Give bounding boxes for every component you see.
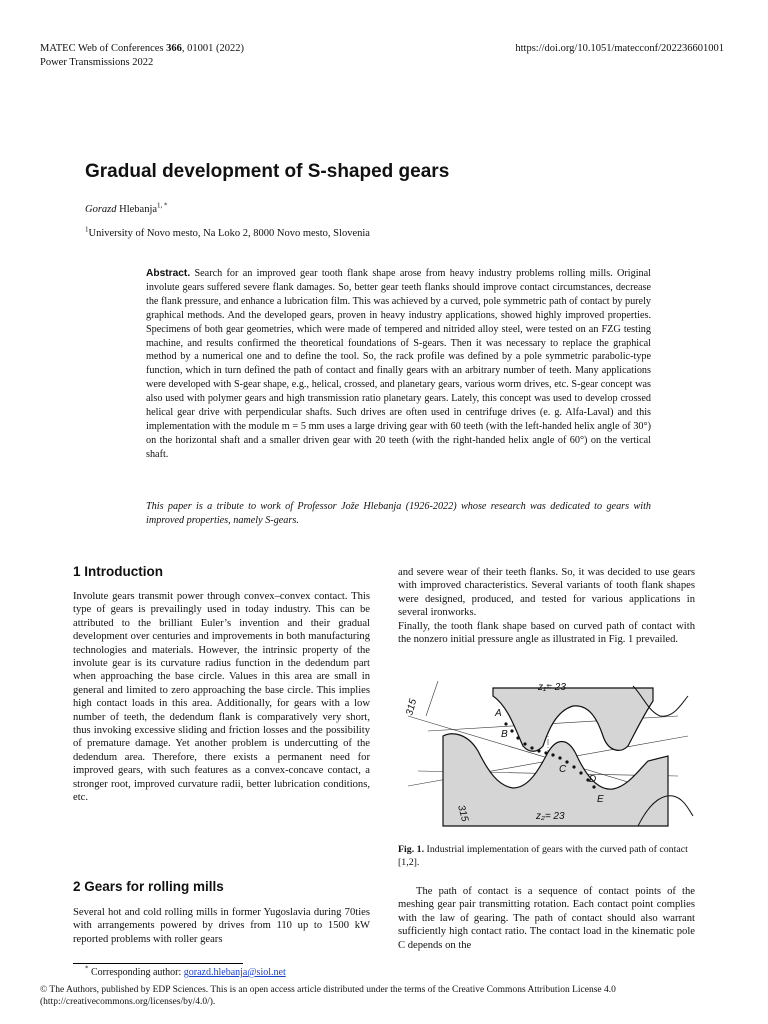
- footnote-rule: [73, 963, 243, 964]
- dimension-line-top: [426, 681, 438, 716]
- license-line-1: © The Authors, published by EDP Sciences. This is an open access article distributed under the terms of the Creative Commons Attribution License 4.0: [40, 985, 616, 995]
- corresponding-author-email[interactable]: gorazd.hlebanja@siol.net: [183, 967, 286, 978]
- section-heading-rolling-mills: 2 Gears for rolling mills: [73, 879, 224, 894]
- tribute-note: This paper is a tribute to work of Professor Jože Hlebanja (1926-2022) whose research was dedicated to gears with improved properties, namely S-gears.: [146, 501, 651, 526]
- license-footer: [40, 984, 730, 1008]
- running-header-conference: Power Transmissions 2022: [40, 57, 154, 68]
- gear-mesh-drawing: [398, 676, 695, 834]
- point-c-label: C: [559, 764, 567, 775]
- section-heading-introduction: 1 Introduction: [73, 564, 163, 579]
- abstract-text: Search for an improved gear tooth flank shape arose from heavy industry problems rolling mills. Original involute gears suffered severe flank damages. So, better gear teeth flanks should improve contact circumstances, decrease the flank pressure, and enhance a lubrication film. This was achieved by a curved, pole symmetric path of contact by purely graphical methods. And the developed gears, proven in heavy industry applications, showed highly improved properties. Specimens of both gear geometries, which were made of tempered and nitrided alloy steel, were tested on an FZG testing machine, and results confirmed the theoretical foundations of S-gears. Then it was necessary to replace the graphical method by a numerical one and to define the tool. So, the rack profile was defined by a pole symmetric parabolic-type function, which in turn defined the path of contact and finally gears with an arbitrary number of teeth. Many applications were developed with S-gear shape, e.g., helical, crossed, and planetary gears, various worm drives, etc. S-gear concept was also used with polymer gears and high transmission ratio planetary gears. Lately, this concept was used to develop crossed helical gear drive with perpendicular shafts. Such drives are often used in centrifuge drives (e. g. Alfa-Laval) and this implementation with the module m = 5 mm uses a large driving gear with 60 teeth (with the left-handed helix angle of 30°) on the horizontal shaft and a smaller driven gear with 20 teeth (with the right-handed helix angle of 60°) on the vertical shaft.: [146, 268, 651, 460]
- point-d-label: D: [589, 774, 597, 785]
- point-a-label: A: [495, 708, 502, 719]
- figure-1-caption: Fig. 1. Industrial implementation of gears with the curved path of contact [1,2].: [398, 844, 688, 868]
- author-affiliation-marker: 1, *: [157, 201, 168, 210]
- footnote: * Corresponding author: gorazd.hlebanja@siol.net: [85, 964, 286, 978]
- abstract-label: Abstract.: [146, 268, 191, 279]
- introduction-text: Involute gears transmit power through convex–convex contact. This type of gears is prevailingly used in today industry. This can be attributed to the brilliant Euler’s invention and their gradual development over centuries and improvements in both manufacturing technologies and materials. However, the intrinsic property of the involute gear is its curvature radius function in the dedendum part when approaching the base circle. Values in this area are small in general and limited to zero approaching the base circle. This implies high contact loads in this area. Additionally, for gears with a low number of teeth, the dedendum flank is comparatively very short, thus invoking excessive sliding and friction losses and the possibility of premature damage. Yet another problem is undercutting of the dedendum area. Therefore, there exists a permanent need for improved gears, with such features as a convex-concave contact, a stronger root, improved curvature radii, better lubrication conditions, etc.: [73, 591, 370, 804]
- right-column-text-top: and severe wear of their teeth flanks. So, it was decided to use gears with improved characteristics. Several variants of tooth flank shapes were designed, produced, and tested for various applications in several ironworks. Finally, the tooth flank shape based on curved path of contact with the nonzero initial pressure angle as illustrated in Fig. 1 prevailed.: [398, 567, 695, 646]
- license-line-2: (http://creativecommons.org/licenses/by/4.0/).: [40, 997, 216, 1007]
- running-header-journal: MATEC Web of Conferences 366, 01001 (2022): [40, 43, 244, 54]
- right-column-text-bottom: The path of contact is a sequence of contact points of the meshing gear pair transmitting rotation. Each contact point complies with the law of gearing. The path of contact should also warrant sufficiently high contact ratio. The contact load in the kinematic pole C depends on the: [398, 886, 695, 951]
- dimension-label-bottom: 315: [455, 803, 471, 823]
- author-last-name: Hlebanja: [119, 204, 158, 215]
- dimension-label-top: 315: [404, 697, 420, 717]
- z2-label: z₂= 23: [536, 811, 565, 822]
- point-b-label: B: [501, 729, 508, 740]
- point-e-label: E: [597, 794, 604, 805]
- z1-label: z₁= 23: [538, 682, 566, 693]
- abstract: [146, 267, 651, 462]
- rolling-mills-text: Several hot and cold rolling mills in former Yugoslavia during 70ties with arrangements powered by drives from 110 up to 1500 kW reported problems with roller gears: [73, 907, 370, 945]
- upper-gear: [493, 688, 653, 751]
- author-first-name: Gorazd: [85, 204, 117, 215]
- figure-1: [398, 676, 695, 834]
- paper-title: Gradual development of S-shaped gears: [85, 161, 450, 182]
- affiliation: $^1$University of Novo mesto, Na Loko 2, 8000 Novo mesto, Slovenia: [85, 225, 370, 239]
- upper-gear-teeth: [493, 688, 653, 751]
- author-line: [85, 201, 168, 215]
- doi-link[interactable]: https://doi.org/10.1051/matecconf/202236601001: [515, 43, 724, 54]
